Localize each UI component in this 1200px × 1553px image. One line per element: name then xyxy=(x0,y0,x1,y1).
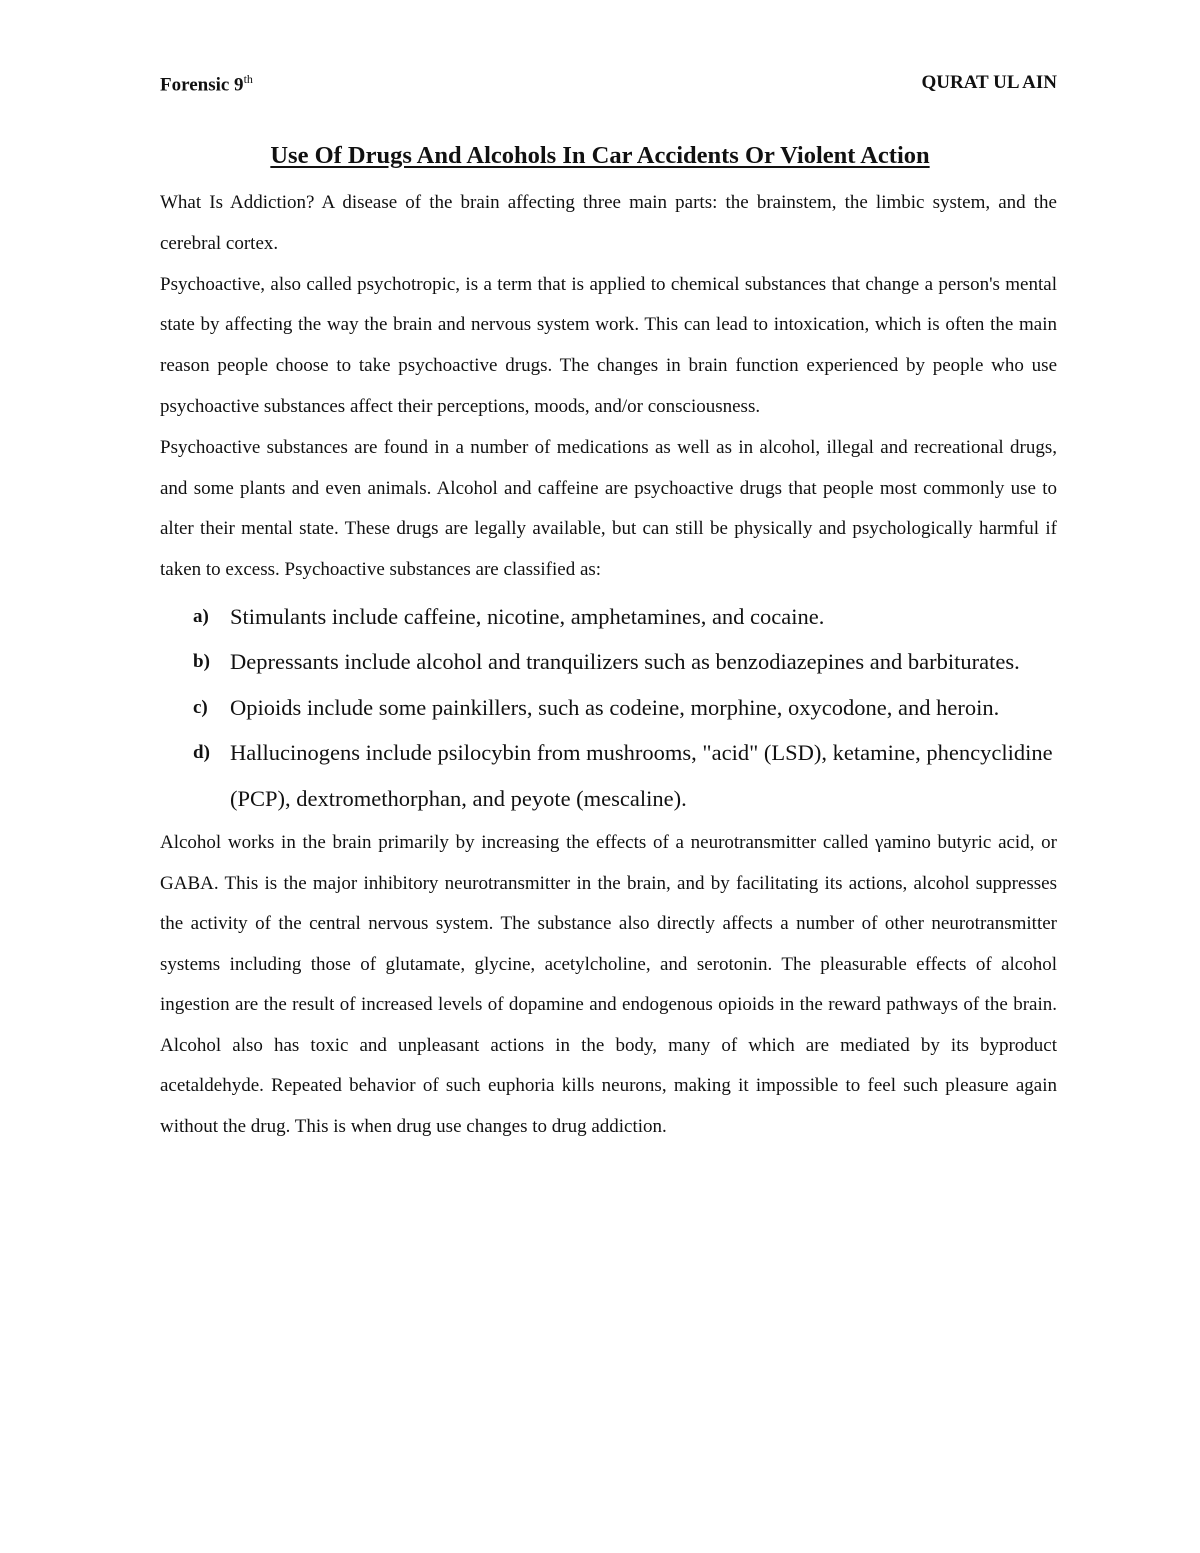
paragraph-psychoactive: Psychoactive, also called psychotropic, is a term that is applied to chemical substances that change a person's mental state by affecting the way the brain and nervous system work. This can lead to intoxication, which is often the main reason people choose to take psychoactive drugs. The changes in brain function experienced by people who use psychoactive substances affect their perceptions, moods, and/or consciousness. xyxy=(160,273,1057,417)
list-marker: c) xyxy=(193,696,208,718)
list-item-text: Opioids include some painkillers, such as codeine, morphine, oxycodone, and heroin. xyxy=(230,694,1000,720)
page-header xyxy=(160,72,1057,104)
list-item xyxy=(160,730,1057,821)
paragraph-addiction: What Is Addiction? A disease of the brain affecting three main parts: the brainstem, the limbic system, and the cerebral cortex. xyxy=(160,192,1057,254)
list-item xyxy=(160,639,1057,685)
list-marker: b) xyxy=(193,651,210,673)
course-label-superscript: th xyxy=(243,72,253,86)
paragraph-alcohol-gaba: Alcohol works in the brain primarily by increasing the effects of a neurotransmitter called γamino butyric acid, or GABA. This is the major inhibitory neurotransmitter in the brain, and by facilitating its actions, alcohol suppresses the activity of the central nervous system. The substance also directly affects a number of other neurotransmitter systems including those of glutamate, glycine, acetylcholine, and serotonin. The pleasurable effects of alcohol ingestion are the result of increased levels of dopamine and endogenous opioids in the reward pathways of the brain. Alcohol also has toxic and unpleasant actions in the body, many of which are mediated by its byproduct acetaldehyde. Repeated behavior of such euphoria kills neurons, making it impossible to feel such pleasure again without the drug. This is when drug use changes to drug addiction. xyxy=(160,832,1057,1137)
list-item xyxy=(160,685,1057,731)
course-label xyxy=(160,72,253,96)
course-label-text: Forensic 9 xyxy=(160,74,244,96)
document-body xyxy=(160,183,1057,1147)
list-item-text: Stimulants include caffeine, nicotine, amphetamines, and cocaine. xyxy=(230,603,825,629)
list-item-text: Hallucinogens include psilocybin from mushrooms, "acid" (LSD), ketamine, phencyclidine (PCP), dextromethorphan, and peyote (mescaline). xyxy=(230,740,1053,811)
paragraph-substances: Psychoactive substances are found in a number of medications as well as in alcohol, illegal and recreational drugs, and some plants and even animals. Alcohol and caffeine are psychoactive drugs that people most commonly use to alter their mental state. These drugs are legally available, but can still be physically and psychologically harmful if taken to excess. Psychoactive substances are classified as: xyxy=(160,436,1057,581)
drug-classification-list xyxy=(160,594,1057,822)
author-name: QURAT UL AIN xyxy=(921,72,1057,93)
list-marker: d) xyxy=(193,742,210,764)
list-item-text: Depressants include alcohol and tranquilizers such as benzodiazepines and barbiturates. xyxy=(230,649,1020,675)
list-item xyxy=(160,594,1057,640)
document-title: Use Of Drugs And Alcohols In Car Accidents Or Violent Action xyxy=(270,142,930,169)
list-marker: a) xyxy=(193,605,209,627)
